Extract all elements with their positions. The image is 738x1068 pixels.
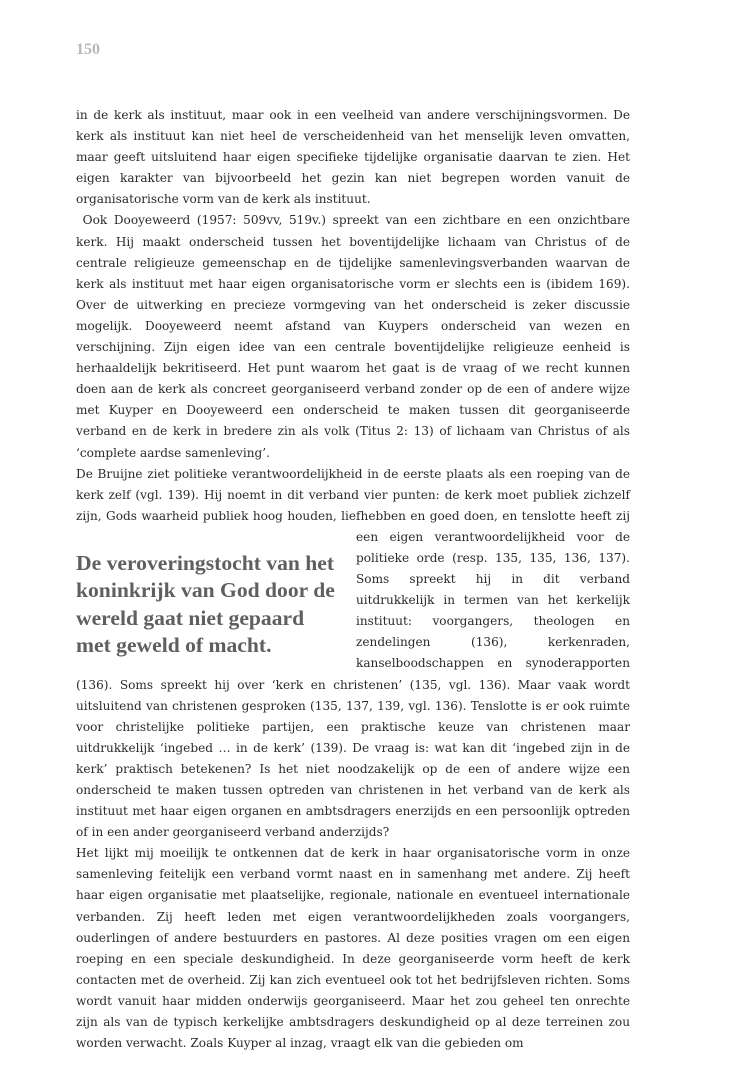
paragraph-2: Ook Dooyeweerd (1957: 509vv, 519v.) spreekt van een zichtbare en een onzichtbare kerk. Hij maakt onderscheid tussen het boventijdelijke lichaam van Christus of de centrale religieuze gemeenschap en de tijdelijke samenlevingsverbanden waarvan de kerk als instituut met haar eigen organisatorische vorm er slechts een is (ibidem 169). Over de uitwerking en precieze vormgeving van het onderscheid is zeker discussie mogelijk. Dooyeweerd neemt afstand van Kuypers onderscheid van wezen en verschijning. Zijn eigen idee van een centrale boventijdelijke religieuze eenheid is herhaaldelijk bekritiseerd. Het punt waarom het gaat is de vraag of we recht kunnen doen aan de kerk als concreet georganiseerd verband zonder op de een of andere wijze met Kuyper en Dooyeweerd een onderscheid te maken tussen dit georganiseerde verband en de kerk in bredere zin als volk (Titus 2: 13) of lichaam van Christus of als ‘complete aardse samenleving’. bbox=[76, 213, 630, 460]
paragraph-3 bbox=[76, 464, 630, 844]
paragraph-4: Het lijkt mij moeilijk te ontkennen dat de kerk in haar organisatorische vorm in onze samenleving feitelijk een verband vormt naast en in samenhang met andere. Zij heeft haar eigen organisatie met plaatselijke, regionale, nationale en eventueel internationale verbanden. Zij heeft leden met eigen verantwoordelijkheden zoals voorgangers, ouderlingen of andere bestuurders en pastores. Al deze posities vragen om een eigen roeping en een speciale deskundigheid. In deze georganiseerde vorm heeft de kerk contacten met de overheid. Zij kan zich eventueel ook tot het bedrijfsleven richten. Soms wordt vanuit haar midden onderwijs georganiseerd. Maar het zou geheel ten onrechte zijn als van de typisch kerkelijke ambtsdragers deskundigheid op al deze terreinen zou worden verwacht. Zoals Kuyper al inzag, vraagt elk van die gebieden om bbox=[76, 846, 630, 1051]
paragraph-3-rest: antwoordelijkheid voor de politieke orde (resp. 135, 135, 136, 137). Soms spreekt hij in dit verband uitdrukkelijk in termen van het kerkelijk instituut: voorgangers, theologen en zendelingen (136), kerkenraden, kanselboodschappen en synoderapporten (136). Soms spreekt hij over ‘kerk en christenen’ (135, vgl. 136). Maar vaak wordt uitsluitend van christenen gesproken (135, 137, 139, vgl. 136). Tenslotte is er ook ruimte voor christelijke politieke partijen, een praktische keuze van christenen maar uitdrukkelijk ‘ingebed … in de kerk’ (139). De vraag is: wat kan dit ‘ingebed zijn in de kerk’ praktisch betekenen? Is het niet noodzakelijk op de een of andere wijze een onderscheid te maken tussen optreden van christenen in het verband van de kerk als instituut met haar eigen organen en ambtsdragers enerzijds en een persoonlijk optreden of in een ander georganiseerd verband anderzijds? bbox=[76, 529, 630, 840]
page-number: 150 bbox=[76, 41, 100, 58]
pull-quote: De veroveringstocht van het koninkrijk van God door de wereld gaat niet gepaard met geweld of macht. bbox=[76, 550, 335, 658]
paragraph-3-lead: De Bruijne ziet politieke verantwoordelijkheid in de eerste plaats als een roeping van de kerk zelf (vgl. 139). Hij noemt in dit verband vier punten: de kerk moet publiek zichzelf zijn, Gods waarheid publiek hoog houden, liefhebben en goed doen, en tenslotte heeft zij een eigen ver bbox=[76, 466, 630, 544]
paragraph-1: in de kerk als instituut, maar ook in een veelheid van andere verschijningsvormen. De kerk als instituut kan niet heel de verscheidenheid van het menselijk leven omvatten, maar geeft uitsluitend haar eigen specifieke tijdelijke organisatie daarvan te zien. Het eigen karakter van bijvoorbeeld het gezin kan niet begrepen worden vanuit de organisatorische vorm van de kerk als instituut. bbox=[76, 108, 630, 207]
article-body bbox=[76, 105, 630, 1054]
